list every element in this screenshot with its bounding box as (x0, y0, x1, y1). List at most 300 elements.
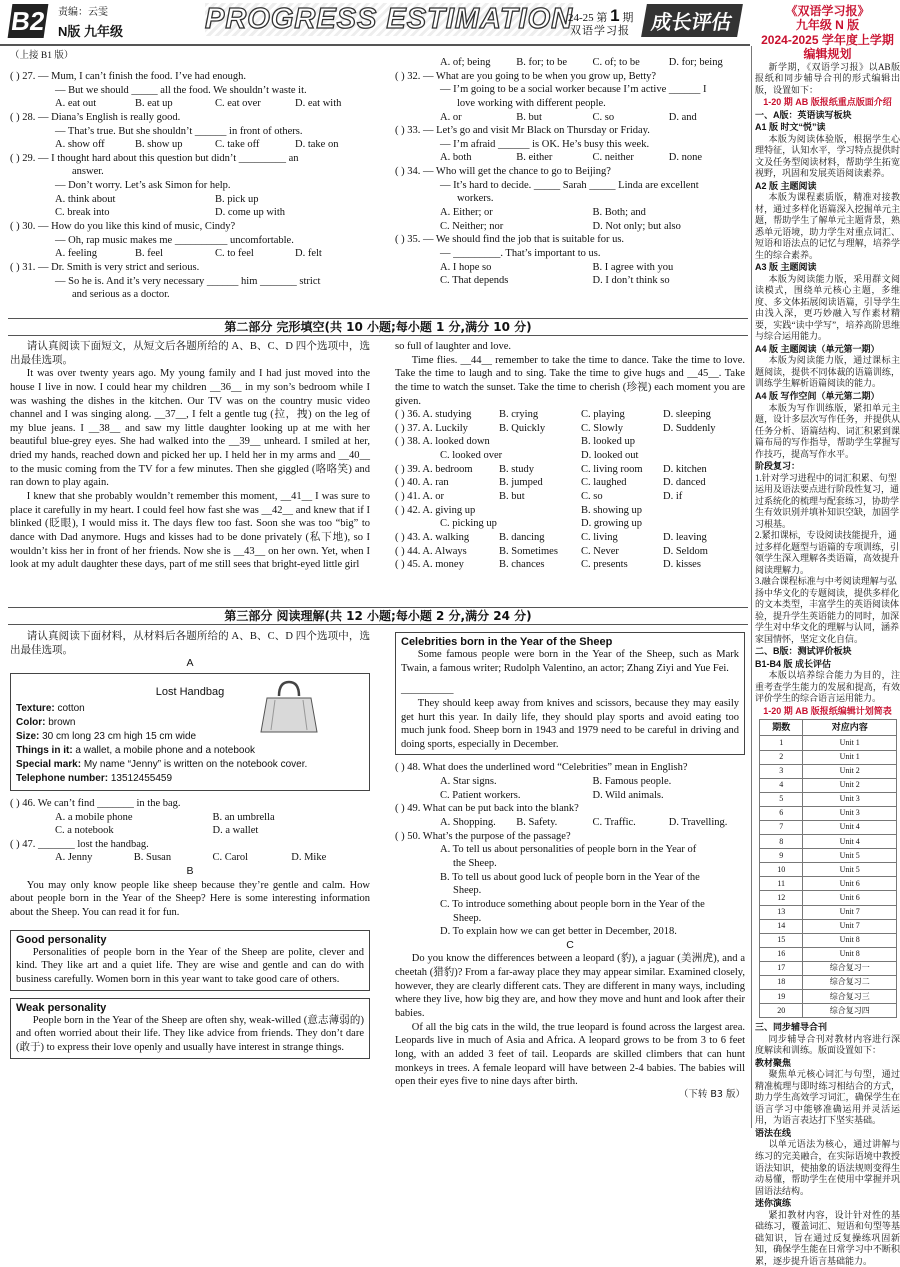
plan-a4-heading: A4 版 主题阅读（单元第一期） (755, 343, 880, 354)
option-d: D. felt (295, 248, 322, 260)
plan-cell: Unit 8 (803, 933, 897, 947)
q48-options (395, 775, 745, 802)
plan-row (760, 778, 897, 792)
option-b: B. an umbrella (212, 811, 275, 823)
option-d: D. and (668, 111, 697, 123)
banner-title: PROGRESS ESTIMATION (205, 3, 574, 35)
cloze-option-row (395, 531, 745, 545)
plan-grammar-text: 以单元语法为核心，通过讲解与练习的完美融合，在实际语境中教授语法知识，使抽象的语法规则变得生动易懂，帮助学生在使用中掌握并巩固语法结构。 (755, 1139, 900, 1196)
good-personality-title: Good personality (16, 933, 107, 946)
plan-cell: 综合复习一 (803, 961, 897, 975)
cloze-option: B. showing up (581, 504, 642, 516)
blank-text: They should keep away from knives and scissors, because they may easily get hurt this year. In daily life, they should play sports and avoid eating too much junk food. Sheep born in 1943 and 1979 need to be careful in driving and doing sports, especially in December. (401, 697, 739, 750)
option-d: D. Not only; but also (592, 220, 681, 232)
plan-row (760, 976, 897, 990)
plan-cell: 综合复习二 (803, 976, 897, 990)
plan-cell: 19 (760, 990, 803, 1004)
plan-table (759, 719, 897, 1018)
q50-option-b: B. To tell us about good luck of people born in the Year of the (440, 871, 700, 883)
option-d: D. come up with (215, 207, 285, 219)
plan-a1-text: 本版为阅读体验版，根据学生心理特征，认知水平，学习特点提供时文及任务型阅读材料，帮助学生拓宽视野，巩固和发展英语阅读素养。 (755, 133, 900, 179)
cloze-option: B. looked up (581, 436, 635, 448)
q34-line3: workers. (457, 193, 494, 205)
q30-stem: ( ) 30. — How do you like this kind of music, Cindy? (10, 221, 236, 233)
editor-label: 责编：云雯 (58, 7, 108, 18)
q32-stem: ( ) 32. — What are you going to be when you grow up, Betty? (395, 70, 657, 82)
cloze-instruction: 请认真阅读下面短文，从短文后各题所给的 A、B、C、D 四个选项中，选出最佳选项。 (10, 341, 370, 366)
q34-stem: ( ) 34. — Who will get the chance to go to Beijing? (395, 166, 611, 178)
q27-options (10, 97, 375, 111)
cloze-passage-cont (395, 340, 745, 572)
option-a: A. or (440, 111, 462, 123)
option-d: D. a wallet (212, 825, 259, 837)
weak-personality-box (10, 998, 370, 1059)
cloze-option: C. living room (581, 463, 643, 475)
header-rule (0, 44, 750, 46)
cloze-option: D. Seldom (663, 545, 708, 557)
q31-line3: and serious as a doctor. (72, 289, 170, 301)
plan-cell: 10 (760, 863, 803, 877)
q34-options (395, 206, 745, 233)
q35-stem: ( ) 35. — We should find the job that is suitable for us. (395, 234, 625, 246)
plan-subtitle-2: 1-20 期 AB 版报纸编辑计划简表 (763, 705, 892, 716)
handbag-icon (259, 678, 319, 734)
q33-line2: — I’m afraid ______ is OK. He’s busy this week. (440, 138, 650, 150)
column-name: 成长评估 (641, 4, 743, 37)
reading-left (10, 630, 370, 1059)
option-b: B. show up (135, 139, 183, 151)
celebrities-title: Celebrities born in the Year of the Sheep (401, 636, 613, 648)
option-b: B. but (516, 111, 542, 123)
q33-options (395, 151, 745, 165)
plan-col-issue: 期数 (760, 720, 803, 736)
q28-options (10, 138, 375, 152)
option-c: C. Carol (212, 852, 249, 864)
plan-cell: 6 (760, 806, 803, 820)
plan-cell: Unit 8 (803, 947, 897, 961)
lost-title: Lost Handbag (155, 685, 225, 698)
cloze-option: ( ) 42. A. giving up (395, 504, 476, 516)
option-a: A. a mobile phone (55, 811, 133, 823)
lost-phone: Telephone number: 13512455459 (16, 773, 173, 785)
plan-row (760, 792, 897, 806)
sheep-box (395, 632, 745, 755)
plan-mini-text: 紧扣教材内容，设计针对性的基础练习，覆盖词汇、短语和句型等基础知识，旨在通过反复操练巩固新知，确保学生能在日常学习中不断积累，逐步提升语言基础能力。 (755, 1209, 900, 1266)
option-b: B. for; to be (516, 57, 567, 68)
plan-cell: Unit 6 (803, 877, 897, 891)
q50-option-a: A. To tell us about personalities of people born in the Year of (440, 844, 697, 856)
q30-options (10, 247, 375, 261)
option-c: C. Patient workers. (440, 789, 521, 801)
plan-heading-a: 一、A版：英语读写板块 (755, 109, 852, 120)
blank-title: __________ (401, 684, 454, 696)
cloze-option: C. so (581, 491, 603, 503)
passage-b-label: B (186, 865, 194, 878)
plan-cell: 4 (760, 778, 803, 792)
cloze-option: B. Sometimes (499, 545, 558, 557)
cloze-option: C. playing (581, 409, 625, 421)
q49-options (395, 816, 745, 830)
option-c: C. break into (55, 207, 110, 219)
q28-line2: — That’s true. But she shouldn’t ______ in front of others. (55, 125, 303, 137)
continued-tag: （上接 B1 版） (10, 51, 74, 61)
q50-option-b2: Sheep. (453, 885, 482, 897)
q50-stem: ( ) 50. What’s the purpose of the passage? (395, 830, 571, 842)
plan-cell: Unit 1 (803, 750, 897, 764)
q32-line3: love working with different people. (457, 97, 606, 109)
option-b: B. feel (135, 248, 163, 260)
plan-cell: 13 (760, 905, 803, 919)
cloze-option: ( ) 37. A. Luckily (395, 422, 468, 434)
cloze-para-2: I knew that she probably wouldn’t remember this moment, __41__ I was sure to place it carefully in my heart. I could feel how fast she was __42__ and knew that if I blinked (眨眼), I would miss it. The days flew too fast. Soon she was too “big” to dance with Dad anymore. Hugs and kisses had to be done privately (私下地), so I wouldn’t kiss her in front of her friends. Now she is __43__ on her own. Yet, when I look at my adult daughter these days, part of me still sees that bright-eyed little girl (10, 491, 370, 571)
edition-label: N版 九年级 (58, 24, 124, 39)
q50-option-d: D. To explain how we can get better in December, 2018. (440, 926, 677, 938)
cloze-option-row (395, 422, 745, 436)
lost-things: Things in it: a wallet, a mobile phone and a notebook (16, 745, 256, 757)
option-a: A. eat out (55, 98, 97, 110)
good-personality-box (10, 930, 370, 991)
option-a: A. I hope so (440, 261, 492, 273)
passage-c-label: C (566, 938, 574, 951)
cloze-option: C. picking up (440, 518, 497, 530)
q31-options (395, 56, 745, 70)
lost-notice (10, 673, 370, 791)
cloze-option-row (395, 408, 745, 422)
cloze-option: D. kitchen (663, 463, 707, 475)
option-a: A. Star signs. (440, 776, 497, 788)
cloze-option: D. leaving (663, 531, 707, 543)
plan-cell: 9 (760, 849, 803, 863)
reading-right (395, 632, 745, 1101)
weak-personality-title: Weak personality (16, 1001, 107, 1014)
cloze-option: B. jumped (499, 477, 543, 489)
option-d: D. take on (295, 139, 339, 151)
plan-title-2: 九年级 N 版 (795, 18, 860, 33)
plan-cell: Unit 2 (803, 778, 897, 792)
plan-tb-text: 同步辅导合刊对教材内容进行深度解读和训练。版面设置如下： (755, 1033, 900, 1056)
reading-instruction: 请认真阅读下面材料，从材料后各题所给的 A、B、C、D 四个选项中，选出最佳选项。 (10, 631, 370, 656)
plan-cell: 综合复习三 (803, 990, 897, 1004)
cloze-passage (10, 340, 370, 572)
plan-row (760, 750, 897, 764)
q29-line3: — Don’t worry. Let’s ask Simon for help. (55, 180, 231, 192)
page-badge: B2 (9, 6, 47, 36)
plan-a2-heading: A2 版 主题阅读 (755, 180, 817, 191)
cloze-option: C. Never (581, 545, 619, 557)
plan-focus-heading: 教材聚焦 (755, 1057, 792, 1068)
issue-label: 24-25 第 1 期 (568, 6, 634, 25)
cloze-option: D. if (663, 491, 683, 503)
plan-col-content: 对应内容 (803, 720, 897, 736)
option-b: B. Both; and (592, 207, 646, 219)
plan-cell: Unit 6 (803, 891, 897, 905)
plan-row (760, 990, 897, 1004)
plan-row (760, 891, 897, 905)
plan-row (760, 905, 897, 919)
cloze-para-1: It was over twenty years ago. My young family and I had just moved into the house I live in now. I could hear my children __36__ in my son’s bedroom while I was washing the dishes in the kitchen. Our TV was on the country music video channel and I was singing along. __37__, I felt a gentle tug (拉，拽) on the leg of my blue jeans. I __38__ and saw my little daughter looking up at me with her beautiful blue-grey eyes. She had walked into the __39__ unheard. I smiled at her, dried my hands, reached down and picked her up. I held her in my arms and __40__ to the music coming from the TV for a few minutes. Then she giggled (咯咯笑) and ran down to play again. (10, 368, 370, 489)
q50-option-c: C. To introduce something about people born in the Year of the (440, 898, 705, 910)
plan-a4-text: 本版为阅读能力版，通过课标主题阅读，提供不同体裁的语篇训练，训练学生解析语篇阅读的能力。 (755, 355, 900, 389)
plan-heading-b: 二、B版：测试评价板块 (755, 646, 852, 657)
q27-stem: ( ) 27. — Mum, I can’t finish the food. I’ve had enough. (10, 71, 247, 82)
q32-line2: — I’m going to be a social worker because I’m active ______ I (440, 84, 707, 96)
option-d: D. none (668, 152, 702, 164)
good-personality-text: Personalities of people born in the Year of the Sheep are polite, clever and kind. They like art and a quiet life. They are wise and gentle and can do with business carefully. Women born in this year want to take good care of others. (16, 946, 364, 985)
option-a: A. show off (55, 139, 105, 151)
q29-stem: ( ) 29. — I thought hard about this question but didn’t _________ an (10, 152, 299, 164)
cloze-option-row (395, 517, 745, 531)
q29-line2: answer. (72, 166, 104, 178)
mc-block-right (395, 56, 745, 288)
passage-b-intro: You may only know people like sheep because they’re gentle and calm. How about people born in the Year of the Sheep? Here is some interesting information about the Sheep. You can read it for fun. (10, 879, 370, 919)
q46-stem: ( ) 46. We can’t find _______ in the bag. (10, 797, 181, 809)
plan-cell: 15 (760, 933, 803, 947)
option-b: B. Safety. (516, 817, 558, 829)
plan-focus-text: 聚焦单元核心词汇与句型，通过精准梳理与即时练习相结合的方式，助力学生高效学习词汇，确保学生在语言学习中能够准确运用并灵活运用，为语言表达打下坚实基础。 (755, 1069, 900, 1126)
option-a: A. both (440, 152, 472, 164)
plan-cell: Unit 7 (803, 905, 897, 919)
option-d: D. Travelling. (668, 817, 728, 829)
plan-cell: Unit 4 (803, 821, 897, 835)
q49-stem: ( ) 49. What can be put back into the blank? (395, 803, 579, 815)
plan-mini-heading: 迷你演练 (755, 1198, 792, 1209)
cloze-option-row (395, 545, 745, 559)
weak-personality-text: People born in the Year of the Sheep are often shy, weak-willed (意志薄弱的) and often worried about their life. They like advice from friends. They don’t dare (敢于) to express their love openly and usually have interest in strange things. (16, 1014, 364, 1053)
plan-cell: 综合复习四 (803, 1004, 897, 1018)
plan-row (760, 919, 897, 933)
option-b: B. eat up (135, 98, 173, 110)
cloze-option-row (395, 504, 745, 518)
plan-row (760, 835, 897, 849)
lost-texture: Texture: cotton (16, 703, 85, 715)
celebrities-text: Some famous people were born in the Year of the Sheep, such as Mark Twain, a famous writer; Rudolph Valentino, an actor; Zhang Ziyi and Yue Fei. (401, 649, 739, 674)
passage-c-para-1: Do you know the differences between a leopard (豹), a jaguar (美洲虎), and a cheetah (猎豹)? From a far-away place they may appear similar. Examined closely, however, they are clearly different cats. They are different in many ways, including where they live, how big they are, and how they move and hunt and look after their babies. (395, 953, 745, 1020)
plan-a3-text: 本版为阅读能力版，采用群文阅读模式，围绕单元核心主题，多维度、多文体拓展阅读语篇，引导学生由浅入深，更巧妙融入写作素材精要，实践“读中学写”，培养高阶思维与综合运用能力。 (755, 273, 900, 342)
option-a: A. feeling (55, 248, 97, 260)
plan-row (760, 961, 897, 975)
cloze-option: C. presents (581, 559, 628, 571)
option-c: C. a notebook (55, 825, 114, 837)
cloze-option: B. study (499, 463, 535, 475)
cloze-option: B. Quickly (499, 422, 546, 434)
option-a: A. Jenny (55, 852, 93, 864)
plan-a2-text: 本版为课程素质版，精准对接教材，通过多样化语篇深入挖掘单元主题，帮助学生了解单元主题背景，熟悉单元语境，助力学生对重点词汇、短语和语法点的记忆与理解，培养学生的综合素养。 (755, 192, 900, 260)
paper-name: 双语学习报 (570, 25, 630, 37)
cloze-option-row (395, 490, 745, 504)
passage-a-label: A (186, 657, 194, 670)
option-b: B. I agree with you (592, 261, 674, 273)
plan-cell: 8 (760, 835, 803, 849)
cloze-option: ( ) 39. A. bedroom (395, 463, 473, 475)
option-b: B. Famous people. (592, 776, 672, 788)
option-c: C. eat over (215, 98, 261, 110)
plan-cell: 11 (760, 877, 803, 891)
plan-cell: 16 (760, 947, 803, 961)
option-c: C. Neither; nor (440, 220, 504, 232)
plan-review-1: 1.针对学习进程中的词汇积累、句型运用及语法要点进行阶段性复习，通过系统化的梳理与配套练习，协助学生有效识别并填补知识空缺，加固学习根基。 (755, 472, 900, 529)
cloze-option: C. living (581, 531, 618, 543)
plan-row (760, 947, 897, 961)
plan-grammar-heading: 语法在线 (755, 1127, 792, 1138)
q31-stem: ( ) 31. — Dr. Smith is very strict and serious. (10, 261, 200, 273)
plan-cell: Unit 5 (803, 849, 897, 863)
part2-title: 第二部分 完形填空(共 10 小题;每小题 1 分,满分 10 分) (8, 318, 748, 336)
plan-cell: 3 (760, 764, 803, 778)
plan-cell: Unit 7 (803, 919, 897, 933)
plan-a4b-heading: A4 版 写作空间（单元第二期） (755, 391, 880, 401)
option-c: C. take off (215, 139, 260, 151)
q30-line2: — Oh, rap music makes me __________ uncomfortable. (55, 234, 294, 246)
q29-options (10, 193, 375, 220)
plan-row (760, 736, 897, 750)
cloze-option: ( ) 45. A. money (395, 559, 464, 571)
plan-cell: 1 (760, 736, 803, 750)
lost-size: Size: 30 cm long 23 cm high 15 cm wide (16, 731, 197, 743)
option-a: A. think about (55, 193, 116, 205)
option-c: C. so (592, 111, 615, 123)
plan-row (760, 1004, 897, 1018)
continued-next: （下转 B3 版） (678, 1088, 745, 1100)
plan-a4b-text: 本版为写作训练版，紧扣单元主题，设计多层次写作任务，并提供从任务分析、语篇结构、词汇积累到课篇布局的写作指导，帮助学生掌握写作技巧，提高写作水平。 (755, 402, 900, 459)
option-d: D. eat with (295, 98, 342, 110)
plan-cell: Unit 1 (803, 736, 897, 750)
cloze-option: C. laughed (581, 477, 627, 489)
q47-options (10, 851, 370, 865)
q28-stem: ( ) 28. — Diana’s English is really good. (10, 111, 181, 123)
cloze-option-row (395, 558, 745, 572)
plan-title-4: 编辑规划 (803, 47, 852, 62)
q48-stem: ( ) 48. What does the underlined word “Celebrities” mean in English? (395, 762, 688, 774)
q46-options (10, 811, 370, 838)
cloze-option: B. chances (499, 559, 545, 571)
option-b: B. pick up (215, 193, 259, 205)
cloze-option: C. looked over (440, 450, 503, 462)
cloze-option: ( ) 44. A. Always (395, 545, 467, 557)
plan-row (760, 863, 897, 877)
cloze-option-row (395, 449, 745, 463)
plan-title-1: 《双语学习报》 (785, 4, 870, 18)
cloze-para-2-end: so full of laughter and love. (395, 341, 512, 352)
plan-b1-heading: B1-B4 版 成长评估 (755, 658, 832, 669)
q50-option-c2: Sheep. (453, 912, 482, 924)
option-c: C. of; to be (592, 57, 640, 68)
option-d: D. I don’t think so (592, 275, 670, 287)
option-d: D. Wild animals. (592, 789, 664, 801)
cloze-option: ( ) 40. A. ran (395, 477, 449, 489)
cloze-option: B. crying (499, 409, 539, 421)
plan-row (760, 821, 897, 835)
option-c: C. That depends (440, 275, 509, 287)
option-d: D. Mike (291, 852, 327, 864)
q35-options (395, 261, 745, 288)
plan-cell: 17 (760, 961, 803, 975)
plan-cell: 20 (760, 1004, 803, 1018)
passage-c-para-2: Of all the big cats in the wild, the true leopard is found across the largest area. Leopards live in much of Asia and Africa. A leopard grows to be from 3 to 6 feet long, with an added 3 feet of tail. Leopards are skilled climbers that can hunt monkeys in trees. A female leopard will have between 2-4 babies. The babies will open their eyes five to nine days after birth. (395, 1021, 745, 1088)
plan-intro: 新学期，《双语学习报》以AB版报纸和同步辅导合刊的形式编辑出版，设置如下： (755, 61, 900, 95)
cloze-option: C. Slowly (581, 422, 624, 434)
option-b: B. either (516, 152, 553, 164)
cloze-option: D. looked out (581, 450, 639, 462)
plan-title-3: 2024-2025 学年度上学期 (761, 32, 894, 47)
plan-cell: 12 (760, 891, 803, 905)
plan-cell: 14 (760, 919, 803, 933)
option-d: D. for; being (668, 57, 723, 68)
cloze-option-row (395, 435, 745, 449)
plan-review-heading: 阶段复习： (755, 461, 801, 472)
cloze-option: B. but (499, 491, 525, 503)
q50-option-a2: the Sheep. (453, 857, 497, 869)
cloze-options (395, 408, 745, 572)
cloze-option: ( ) 41. A. or (395, 491, 444, 503)
lost-color: Color: brown (16, 717, 76, 729)
plan-cell: Unit 2 (803, 764, 897, 778)
cloze-option-row (395, 463, 745, 477)
plan-cell: 18 (760, 976, 803, 990)
option-a: A. Either; or (440, 207, 493, 219)
plan-cell: Unit 4 (803, 835, 897, 849)
plan-b1-text: 本版以培养综合能力为目的，注重考查学生能力的发展和提高，有效评价学生的综合语言运用能力。 (755, 670, 900, 704)
plan-review-2: 2.紧扣课标，专设阅读技能提升，通过多样化题型与语篇的专项训练，引领学生深入理解各类语篇，高效提升阅读理解力。 (755, 530, 900, 575)
editorial-plan-panel (755, 4, 900, 1267)
q47-stem: ( ) 47. _______ lost the handbag. (10, 838, 149, 850)
mc-block-left (10, 70, 375, 302)
lost-mark: Special mark: My name “Jenny” is written on the notebook cover. (16, 759, 308, 771)
cloze-option-row (395, 476, 745, 490)
q31-line2: — So he is. And it’s very necessary ______ him _______ strict (55, 275, 321, 287)
plan-a3-heading: A3 版 主题阅读 (755, 262, 817, 273)
plan-row (760, 806, 897, 820)
plan-subtitle-1: 1-20 期 AB 版报纸重点版面介绍 (763, 97, 892, 108)
cloze-option: ( ) 38. A. looked down (395, 436, 490, 448)
plan-review-3: 3.融合课程标准与中考阅读理解与弘扬中华文化的专题阅读，提供多样化的文本类型，丰富学生的英语阅读体验，提升学生英语能力的同时，加深学生对中华文化的理解与认同，涵养家国情怀，坚定文化自信。 (755, 576, 900, 644)
cloze-para-3: Time flies. __44__ remember to take the time to dance. Take the time to love. Take the time to laugh and to sing. Take the time to give hugs and __45__. Take the time to watch the sunset. Take the time to cherish (珍视) each moment you are given. (395, 354, 745, 407)
option-a: A. Shopping. (440, 817, 496, 829)
plan-cell: 5 (760, 792, 803, 806)
plan-heading-c: 三、同步辅导合刊 (755, 1022, 828, 1033)
option-c: C. Traffic. (592, 817, 636, 829)
plan-row (760, 764, 897, 778)
plan-row (760, 849, 897, 863)
option-a: A. of; being (440, 57, 491, 68)
cloze-option: D. Suddenly (663, 422, 716, 434)
cloze-option: D. sleeping (663, 409, 711, 421)
cloze-option: ( ) 36. A. studying (395, 409, 472, 421)
cloze-option: D. danced (663, 477, 706, 489)
q34-line2: — It’s hard to decide. _____ Sarah _____ Linda are excellent (440, 179, 699, 191)
part3-title: 第三部分 阅读理解(共 12 小题;每小题 2 分,满分 24 分) (8, 607, 748, 625)
plan-row (760, 877, 897, 891)
q33-stem: ( ) 33. — Let’s go and visit Mr Black on Thursday or Friday. (395, 125, 650, 137)
q32-options (395, 111, 745, 125)
plan-cell: 2 (760, 750, 803, 764)
plan-a1-heading: A1 版 时文“悦”读 (755, 122, 826, 133)
cloze-option: D. kisses (663, 559, 701, 571)
plan-cell: Unit 5 (803, 863, 897, 877)
plan-cell: 7 (760, 821, 803, 835)
plan-cell: Unit 3 (803, 792, 897, 806)
q35-line2: — _________. That’s important to us. (440, 247, 601, 259)
option-b: B. Susan (133, 852, 172, 864)
q27-line2: — But we should _____ all the food. We shouldn’t waste it. (55, 84, 307, 96)
plan-cell: Unit 3 (803, 806, 897, 820)
cloze-option: B. dancing (499, 531, 545, 543)
option-c: C. to feel (215, 248, 254, 260)
cloze-option: ( ) 43. A. walking (395, 531, 470, 543)
cloze-option: D. growing up (581, 518, 642, 530)
plan-row (760, 933, 897, 947)
column-divider (751, 46, 752, 1128)
option-c: C. neither (592, 152, 634, 164)
